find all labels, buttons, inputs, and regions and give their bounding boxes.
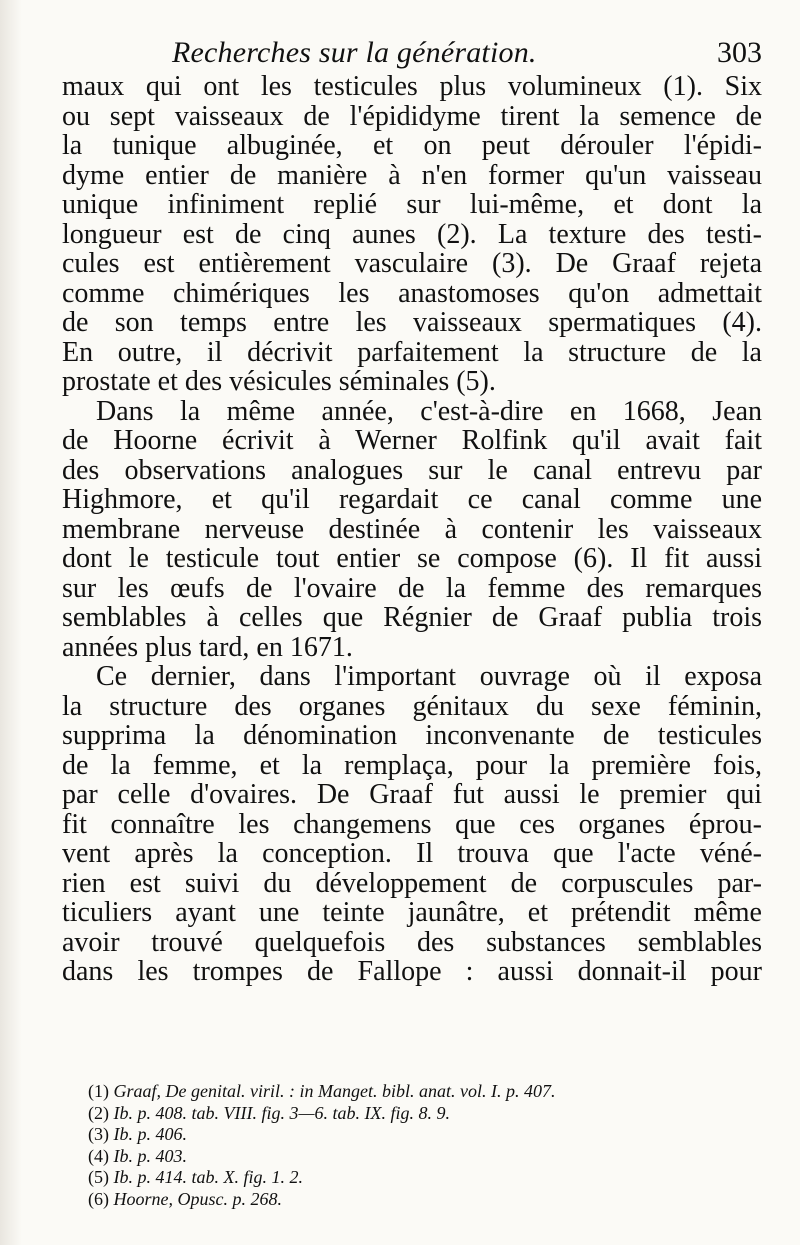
text-line: longueur est de cinq aunes (2). La texture des testi- [62, 219, 762, 249]
text-line: dont le testicule tout entier se compose (6). Il fit aussi [62, 544, 762, 574]
text-line: de Hoorne écrivit à Werner Rolfink qu'il avait fait [62, 426, 762, 456]
text-line: Dans la même année, c'est-à-dire en 1668, Jean [96, 396, 762, 426]
text-line: des observations analogues sur le canal entrevu par [62, 455, 762, 485]
text-line: semblables à celles que Régnier de Graaf publia trois [62, 603, 762, 633]
text-line: dans les trompes de Fallope : aussi donnait-il pour [62, 957, 762, 987]
text-line: fit connaître les changemens que ces organes éprou- [62, 809, 762, 839]
footnote-text: Ib. p. 414. tab. X. fig. 1. 2. [113, 1167, 303, 1187]
footnote-text: Hoorne, Opusc. p. 268. [113, 1188, 282, 1209]
text-line: membrane nerveuse destinée à contenir les vaisseaux [62, 514, 762, 544]
text-line: dyme entier de manière à n'en former qu'un vaisseau [62, 160, 762, 190]
text-line: la structure des organes génitaux du sexe féminin, [62, 691, 762, 721]
footnote-mark: (1) [88, 1081, 109, 1101]
text-line: vent après la conception. Il trouva que l'acte véné- [62, 839, 762, 869]
text-line: rien est suivi du développement de corpuscules par- [62, 868, 762, 898]
text-line: prostate et des vésicules séminales (5). [62, 367, 496, 397]
text-line: Ce dernier, dans l'important ouvrage où il exposa [96, 662, 762, 692]
text-line: Highmore, et qu'il regardait ce canal comme une [62, 485, 762, 515]
body-text [62, 72, 762, 987]
text-line: de la femme, et la remplaça, pour la première fois, [62, 750, 762, 780]
footnote-text: Ib. p. 408. tab. VIII. fig. 3—6. tab. IX. fig. 8. 9. [113, 1102, 450, 1123]
page-header [62, 36, 762, 76]
text-line: supprima la dénomination inconvenante de testicules [62, 721, 762, 751]
text-line: maux qui ont les testicules plus volumineux (1). Six [62, 72, 762, 102]
footnote-mark: (6) [88, 1188, 109, 1209]
footnote-mark: (2) [88, 1102, 109, 1123]
text-line: de son temps entre les vaisseaux spermatiques (4). [62, 308, 762, 338]
footnote [88, 1189, 748, 1211]
footnote [88, 1081, 748, 1103]
text-line: ticuliers ayant une teinte jaunâtre, et prétendit même [62, 898, 762, 928]
footnote-mark: (5) [88, 1167, 109, 1187]
text-line: sur les œufs de l'ovaire de la femme des remarques [62, 573, 762, 603]
text-line: En outre, il décrivit parfaitement la structure de la [62, 337, 762, 367]
footnote [88, 1124, 748, 1146]
text-line: années plus tard, en 1671. [62, 632, 353, 662]
text-line: par celle d'ovaires. De Graaf fut aussi le premier qui [62, 780, 762, 810]
text-line: la tunique albuginée, et on peut dérouler l'épidi- [62, 131, 762, 161]
footnote [88, 1103, 748, 1125]
page-number: 303 [717, 36, 762, 69]
text-line: ou sept vaisseaux de l'épididyme tirent la semence de [62, 101, 762, 131]
text-line: unique infiniment replié sur lui-même, et dont la [62, 190, 762, 220]
footnote [88, 1167, 748, 1189]
footnote-text: Ib. p. 406. [113, 1124, 187, 1144]
text-line: cules est entièrement vasculaire (3). De Graaf rejeta [62, 249, 762, 279]
footnote [88, 1146, 748, 1168]
footnote-text: Graaf, De genital. viril. : in Manget. bibl. anat. vol. I. p. 407. [113, 1081, 556, 1101]
text-line: comme chimériques les anastomoses qu'on admettait [62, 278, 762, 308]
footnote-mark: (3) [88, 1124, 109, 1144]
footnotes [88, 1081, 748, 1210]
running-title: Recherches sur la génération. [172, 36, 537, 69]
footnote-text: Ib. p. 403. [113, 1145, 187, 1166]
text-line: avoir trouvé quelquefois des substances semblables [62, 927, 762, 957]
footnote-mark: (4) [88, 1145, 109, 1166]
